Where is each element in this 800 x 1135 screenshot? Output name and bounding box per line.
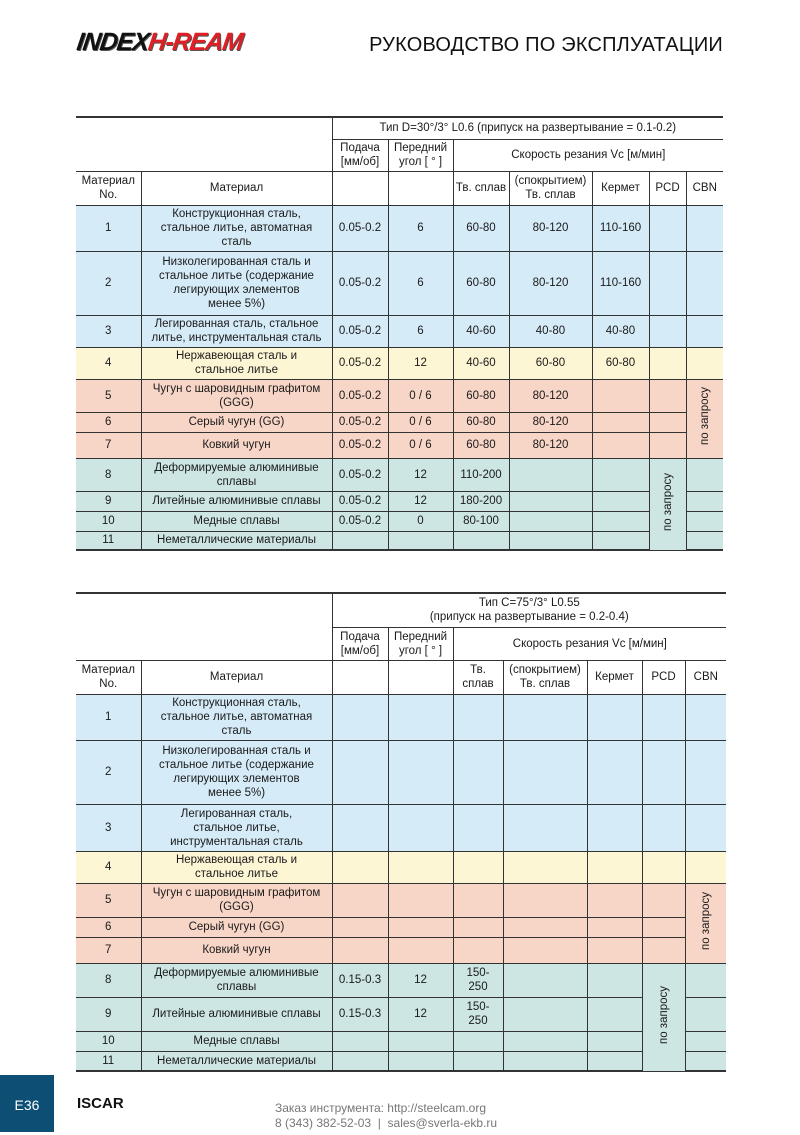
material-no: 10 [76,1031,141,1051]
coated-carbide [509,511,592,531]
phone-email[interactable]: 8 (343) 382-52-03 | sales@sverla-ekb.ru [275,1116,498,1130]
feed [332,917,388,937]
pcd [642,804,685,851]
material-no: 11 [76,1051,141,1071]
cbn [686,347,723,379]
coated-carbide: 80-120 [509,379,592,412]
cbn [686,205,723,251]
pcd [642,740,685,804]
type-label: Тип D=30°/3° L0.6 (припуск на развертывание = 0.1-0.2) [332,117,723,139]
header-cbn: CBN [685,660,726,694]
header-cutting-speed: Скорость резания Vc [м/мин] [453,627,726,660]
rake: 0 / 6 [388,379,453,412]
coated-carbide [503,937,587,963]
cermet [587,1051,642,1071]
carbide: 60-80 [453,251,509,315]
cermet: 40-80 [592,315,649,347]
feed: 0.05-0.2 [332,412,388,432]
material-name: Серый чугун (GG) [141,412,332,432]
pcd [642,694,685,740]
carbide [453,917,503,937]
material-name: Литейные алюминивые сплавы [141,491,332,511]
table-row [76,379,723,412]
header-rake: Передний угол [ ° ] [388,627,453,660]
carbide [453,1031,503,1051]
type-label [332,593,726,627]
feed [332,1051,388,1071]
footer-contact [275,1101,497,1131]
header-material: Материал [141,171,332,205]
material-no: 4 [76,851,141,883]
material-name: Нержавеющая сталь и стальное литье [141,851,332,883]
rake: 6 [388,205,453,251]
cbn-on-request [686,379,723,458]
cermet [592,412,649,432]
type-label-line2: (припуск на развертывание = 0.2-0.4) [429,611,629,624]
carbide: 60-80 [453,412,509,432]
material-name: Низколегированная сталь и стальное литье (содержание легирующих элементов менее 5%) [141,251,332,315]
blank-header [76,593,332,660]
pcd [649,379,686,412]
feed: 0.15-0.3 [332,997,388,1031]
cermet [587,917,642,937]
coated-carbide [503,851,587,883]
rake: 6 [388,251,453,315]
table-row [76,458,723,491]
coated-carbide: 80-120 [509,205,592,251]
feed [332,694,388,740]
material-no: 2 [76,251,141,315]
carbide [453,531,509,550]
table-row [76,491,723,511]
rake: 12 [388,491,453,511]
feed [332,883,388,917]
cbn [685,1031,726,1051]
coated-carbide [503,997,587,1031]
table-row [76,997,726,1031]
feed [332,740,388,804]
rake: 12 [388,997,453,1031]
material-no: 9 [76,491,141,511]
cbn [686,315,723,347]
pcd-on-request [649,458,686,550]
coated-carbide [509,491,592,511]
rake: 12 [388,963,453,997]
cbn [686,251,723,315]
logo-black-part: INDEX [75,28,151,56]
page-number-tab: E36 [0,1075,54,1132]
table-row [76,851,726,883]
material-name: Нержавеющая сталь и стальное литье [141,347,332,379]
table-row [76,432,723,458]
feed: 0.05-0.2 [332,458,388,491]
table-row [76,412,723,432]
coated-carbide [503,1051,587,1071]
table-row [76,531,723,550]
coated-carbide: 60-80 [509,347,592,379]
material-no: 8 [76,963,141,997]
cermet: 110-160 [592,251,649,315]
header-rake: Передний угол [ ° ] [388,139,453,171]
material-name: Конструкционная сталь, стальное литье, автоматная сталь [141,205,332,251]
header-feed: Подача [мм/об] [332,627,388,660]
pcd [649,205,686,251]
carbide: 180-200 [453,491,509,511]
feed: 0.05-0.2 [332,511,388,531]
header-blank [388,171,453,205]
header-cermet: Кермет [587,660,642,694]
material-no: 7 [76,937,141,963]
feed: 0.05-0.2 [332,251,388,315]
cbn [685,851,726,883]
feed [332,804,388,851]
rake [388,531,453,550]
rake: 0 [388,511,453,531]
carbide [453,1051,503,1071]
table-row [76,251,723,315]
coated-carbide: 80-120 [509,251,592,315]
rake: 0 / 6 [388,432,453,458]
type-label-line1: Тип C=75°/3° L0.55 [478,597,580,610]
material-no: 11 [76,531,141,550]
table-row [76,511,723,531]
cbn [685,997,726,1031]
feed: 0.05-0.2 [332,205,388,251]
material-name: Чугун с шаровидным графитом (GGG) [141,379,332,412]
cermet: 60-80 [592,347,649,379]
coated-carbide [503,883,587,917]
cermet [587,1031,642,1051]
pcd [642,937,685,963]
feed [332,1031,388,1051]
cermet [587,937,642,963]
material-no: 3 [76,315,141,347]
header-material-no: Материал No. [76,171,141,205]
carbide [453,740,503,804]
carbide [453,937,503,963]
feed: 0.15-0.3 [332,963,388,997]
pcd [649,432,686,458]
material-name: Медные сплавы [141,511,332,531]
table-row [76,1051,726,1071]
cutting-data-table-type-d [76,116,723,551]
cermet [592,458,649,491]
material-name: Легированная сталь, стальное литье, инструментальная сталь [141,315,332,347]
cermet [592,491,649,511]
cermet [587,963,642,997]
carbide: 110-200 [453,458,509,491]
cermet [592,379,649,412]
coated-carbide [503,917,587,937]
material-no: 4 [76,347,141,379]
material-no: 8 [76,458,141,491]
header-blank [388,660,453,694]
coated-carbide: 80-120 [509,412,592,432]
feed: 0.05-0.2 [332,432,388,458]
carbide [453,694,503,740]
carbide [453,851,503,883]
on-request-label: по запросу [657,985,670,1044]
coated-carbide [503,804,587,851]
carbide: 150- 250 [453,997,503,1031]
header-material-no: Материал No. [76,660,141,694]
rake [388,917,453,937]
header-cermet: Кермет [592,171,649,205]
pcd [649,347,686,379]
coated-carbide [503,963,587,997]
cbn [685,1051,726,1071]
logo-red-part: H-REAM [146,28,245,56]
pcd [649,412,686,432]
table-row [76,937,726,963]
cbn [686,491,723,511]
cermet [587,694,642,740]
table-row [76,917,726,937]
table-row [76,347,723,379]
table-row [76,963,726,997]
rake [388,804,453,851]
order-link[interactable]: Заказ инструмента: http://steelcam.org [275,1101,487,1115]
header-pcd: PCD [649,171,686,205]
header-blank [332,660,388,694]
rake [388,937,453,963]
carbide: 80-100 [453,511,509,531]
header-cutting-speed: Скорость резания Vc [м/мин] [453,139,723,171]
index-h-ream-logo [75,28,244,56]
carbide [453,883,503,917]
cermet [587,740,642,804]
material-no: 3 [76,804,141,851]
header-pcd: PCD [642,660,685,694]
cermet [587,804,642,851]
table-row [76,804,726,851]
table-row [76,315,723,347]
coated-carbide: 40-80 [509,315,592,347]
material-no: 2 [76,740,141,804]
on-request-label: по запросу [661,472,674,531]
material-name: Чугун с шаровидным графитом (GGG) [141,883,332,917]
material-name: Деформируемые алюминивые сплавы [141,458,332,491]
material-name: Неметаллические материалы [141,531,332,550]
pcd-on-request [642,963,685,1071]
header-blank [332,171,388,205]
material-name: Неметаллические материалы [141,1051,332,1071]
carbide: 40-60 [453,347,509,379]
pcd [649,251,686,315]
header-cbn: CBN [686,171,723,205]
coated-carbide [509,531,592,550]
cbn [686,458,723,491]
rake: 6 [388,315,453,347]
pcd [649,315,686,347]
rake [388,694,453,740]
pcd [642,883,685,917]
feed [332,851,388,883]
blank-header [76,117,332,171]
header-coated-carbide: (спокрытием) Тв. сплав [509,171,592,205]
coated-carbide [509,458,592,491]
cermet [592,432,649,458]
material-name: Легированная сталь, стальное литье, инструментальная сталь [141,804,332,851]
rake: 12 [388,347,453,379]
feed: 0.05-0.2 [332,379,388,412]
on-request-label: по запросу [699,891,712,950]
feed: 0.05-0.2 [332,347,388,379]
cermet [592,531,649,550]
cbn [685,694,726,740]
rake [388,851,453,883]
feed [332,531,388,550]
iscar-brand: ISCAR [77,1095,124,1112]
material-no: 9 [76,997,141,1031]
material-no: 6 [76,917,141,937]
cbn [686,511,723,531]
pcd [642,851,685,883]
cermet [587,883,642,917]
cermet [592,511,649,531]
table-row [76,740,726,804]
header-material: Материал [141,660,332,694]
material-name: Медные сплавы [141,1031,332,1051]
material-no: 5 [76,379,141,412]
cermet [587,851,642,883]
on-request-label: по запросу [698,387,711,446]
material-name: Ковкий чугун [141,937,332,963]
cermet [587,997,642,1031]
material-no: 7 [76,432,141,458]
cermet: 110-160 [592,205,649,251]
table-row [76,694,726,740]
carbide: 60-80 [453,379,509,412]
coated-carbide [503,740,587,804]
cbn-on-request [685,883,726,963]
rake [388,1031,453,1051]
carbide: 60-80 [453,205,509,251]
cutting-data-table-type-c [76,592,726,1072]
carbide: 40-60 [453,315,509,347]
table-row [76,883,726,917]
cbn [686,531,723,550]
pcd [642,917,685,937]
cbn [685,963,726,997]
header-coated-carbide: (спокрытием) Тв. сплав [503,660,587,694]
material-name: Ковкий чугун [141,432,332,458]
carbide: 60-80 [453,432,509,458]
header-carbide: Тв. сплав [453,171,509,205]
header-carbide: Тв. сплав [453,660,503,694]
rake [388,1051,453,1071]
rake [388,740,453,804]
rake: 12 [388,458,453,491]
feed: 0.05-0.2 [332,491,388,511]
cbn [685,740,726,804]
material-no: 6 [76,412,141,432]
rake [388,883,453,917]
header-feed: Подача [мм/об] [332,139,388,171]
cbn [685,804,726,851]
carbide: 150- 250 [453,963,503,997]
table-row [76,205,723,251]
table-row [76,1031,726,1051]
feed [332,937,388,963]
coated-carbide [503,1031,587,1051]
coated-carbide: 80-120 [509,432,592,458]
feed: 0.05-0.2 [332,315,388,347]
page-title: РУКОВОДСТВО ПО ЭКСПЛУАТАЦИИ [369,34,723,56]
material-name: Деформируемые алюминивые сплавы [141,963,332,997]
material-name: Конструкционная сталь, стальное литье, автоматная сталь [141,694,332,740]
coated-carbide [503,694,587,740]
material-name: Низколегированная сталь и стальное литье (содержание легирующих элементов менее 5%) [141,740,332,804]
material-name: Серый чугун (GG) [141,917,332,937]
material-no: 10 [76,511,141,531]
rake: 0 / 6 [388,412,453,432]
material-no: 1 [76,205,141,251]
material-name: Литейные алюминивые сплавы [141,997,332,1031]
material-no: 5 [76,883,141,917]
material-no: 1 [76,694,141,740]
carbide [453,804,503,851]
